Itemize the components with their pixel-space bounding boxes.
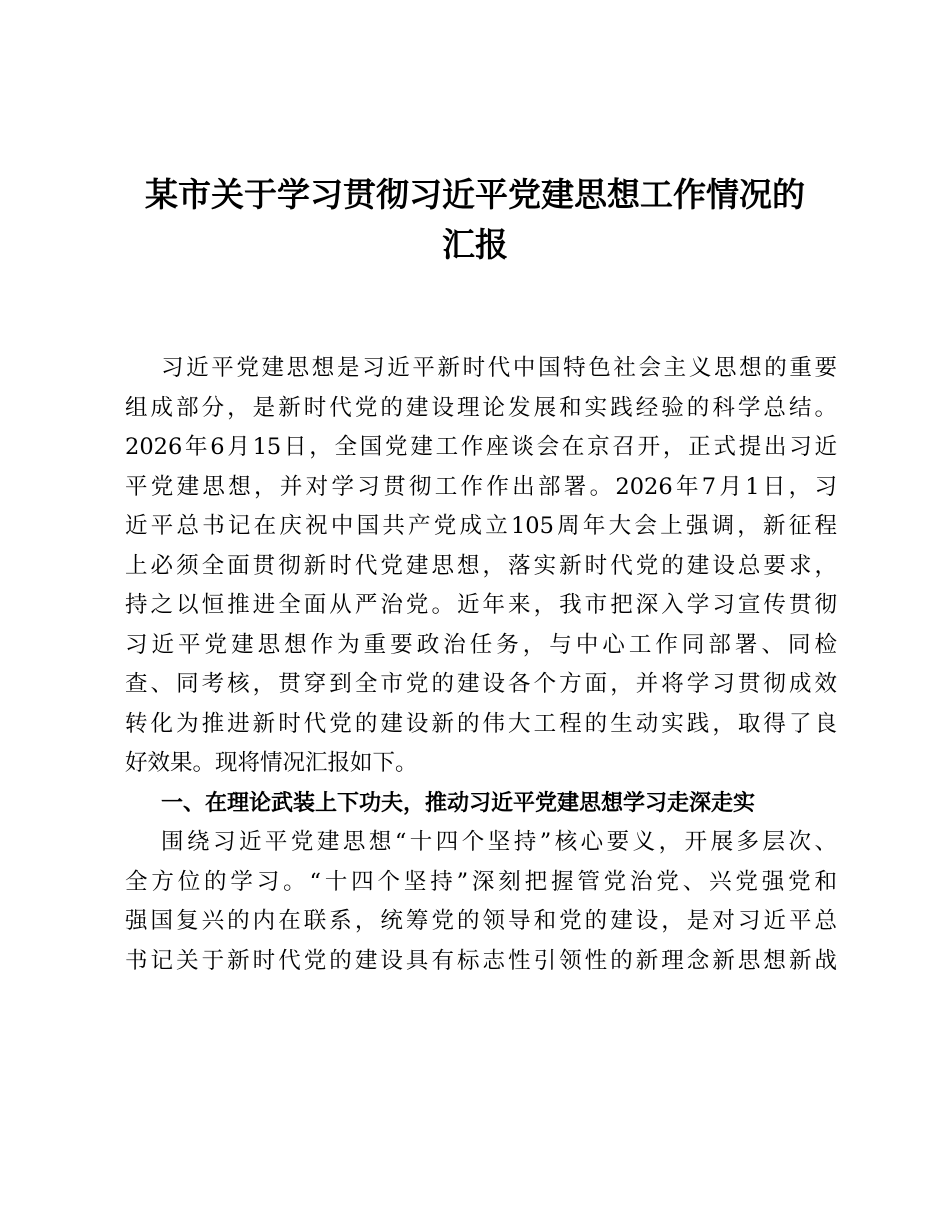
paragraph-line: 查、同考核，贯穿到全市党的建设各个方面，并将学习贯彻成效 [125, 671, 837, 697]
title-line-2: 汇报 [442, 225, 508, 264]
paragraph-line: 全方位的学习。“十四个坚持”深刻把握管党治党、兴党强党和 [125, 868, 837, 895]
paragraph-line: 上必须全面贯彻新时代党建思想，落实新时代党的建设总要求， [125, 552, 837, 579]
section-heading: 一、在理论武装上下功夫，推动习近平党建思想学习走深走实 [161, 790, 756, 816]
paragraph-line: 持之以恒推进全面从严治党。近年来，我市把深入学习宣传贯彻 [125, 592, 837, 618]
paragraph-line: 2026年6月15日，全国党建工作座谈会在京召开，正式提出习近 [125, 434, 837, 460]
document-body [125, 349, 837, 981]
paragraph-line: 习近平党建思想是习近平新时代中国特色社会主义思想的重要 [161, 355, 837, 381]
document-title [110, 170, 840, 270]
paragraph-line: 转化为推进新时代党的建设新的伟大工程的生动实践，取得了良 [125, 710, 837, 737]
paragraph-line: 平党建思想，并对学习贯彻工作作出部署。2026年7月1日，习 [125, 473, 837, 500]
paragraph-line: 围绕习近平党建思想“十四个坚持”核心要义，开展多层次、 [161, 829, 837, 855]
paragraph-line: 习近平党建思想作为重要政治任务，与中心工作同部署、同检 [125, 631, 837, 658]
paragraph-line: 书记关于新时代党的建设具有标志性引领性的新理念新思想新战 [125, 947, 837, 974]
paragraph-line: 好效果。现将情况汇报如下。 [125, 750, 418, 776]
paragraph-line: 近平总书记在庆祝中国共产党成立105周年大会上强调，新征程 [125, 513, 837, 539]
paragraph-line: 组成部分，是新时代党的建设理论发展和实践经验的科学总结。 [125, 394, 837, 421]
paragraph-line: 强国复兴的内在联系，统筹党的领导和党的建设，是对习近平总 [125, 908, 837, 934]
title-line-1: 某市关于学习贯彻习近平党建思想工作情况的 [145, 175, 805, 214]
